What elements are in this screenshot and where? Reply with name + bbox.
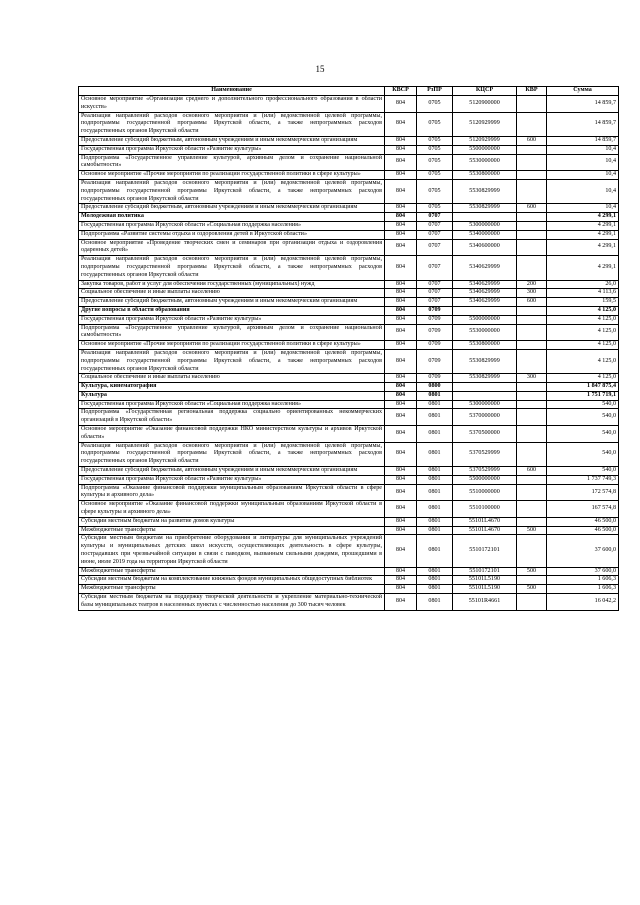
- cell-kvr: 300: [517, 289, 547, 298]
- cell-kcsr: [453, 383, 517, 392]
- cell-kvr: [517, 112, 547, 136]
- cell-sum: 1 737 749,3: [547, 475, 619, 484]
- cell-sum: 4 125,0: [547, 374, 619, 383]
- cell-kvsr: 804: [385, 171, 417, 180]
- table-row: [79, 467, 619, 476]
- table-row: [79, 298, 619, 307]
- cell-kvr: 600: [517, 298, 547, 307]
- cell-sum: 37 600,0: [547, 567, 619, 576]
- cell-kvr: [517, 221, 547, 230]
- table-row: [79, 349, 619, 373]
- cell-kcsr: 5530829999: [453, 179, 517, 203]
- table-row: [79, 306, 619, 315]
- cell-kvsr: 804: [385, 526, 417, 535]
- cell-name: Реализация направлений расходов основного мероприятия и (или) ведомственной целевой программы, подпрограммы государственной программы Иркутской области, а также непрограммных расходов государственных органов Иркутской области: [79, 256, 385, 280]
- table-row: [79, 400, 619, 409]
- cell-name: Предоставление субсидий бюджетным, автономным учреждениям и иным некоммерческим организациям: [79, 467, 385, 476]
- cell-kvsr: 804: [385, 256, 417, 280]
- table-row: [79, 484, 619, 501]
- cell-name: Реализация направлений расходов основного мероприятия и (или) ведомственной целевой программы, подпрограммы государственной программы Иркутской области, а также непрограммных расходов государственных органов Иркутской области: [79, 349, 385, 373]
- cell-kvr: 500: [517, 567, 547, 576]
- cell-kcsr: 5370500000: [453, 426, 517, 443]
- cell-kcsr: 5370529999: [453, 442, 517, 466]
- cell-kcsr: 5510000000: [453, 484, 517, 501]
- cell-kvr: [517, 315, 547, 324]
- cell-sum: 14 859,7: [547, 136, 619, 145]
- cell-sum: 16 042,2: [547, 594, 619, 611]
- cell-kcsr: 5510172101: [453, 535, 517, 567]
- table-row: [79, 409, 619, 426]
- cell-rzpr: 0705: [417, 112, 453, 136]
- table-row: [79, 374, 619, 383]
- cell-kcsr: 5120929999: [453, 136, 517, 145]
- cell-rzpr: 0705: [417, 171, 453, 180]
- cell-rzpr: 0801: [417, 409, 453, 426]
- cell-name: Подпрограмма «Развитие системы отдыха и оздоровления детей в Иркутской области»: [79, 230, 385, 239]
- cell-kvr: [517, 475, 547, 484]
- cell-kcsr: 5370529999: [453, 467, 517, 476]
- cell-kvr: 600: [517, 204, 547, 213]
- cell-rzpr: 0707: [417, 298, 453, 307]
- cell-sum: 4 125,0: [547, 349, 619, 373]
- table-row: [79, 475, 619, 484]
- cell-sum: 4 113,6: [547, 289, 619, 298]
- cell-sum: 1 606,3: [547, 585, 619, 594]
- cell-kvsr: 804: [385, 475, 417, 484]
- cell-sum: 540,0: [547, 400, 619, 409]
- table-row: [79, 594, 619, 611]
- column-header-kcsr: КЦСР: [453, 87, 517, 96]
- cell-sum: 46 500,0: [547, 526, 619, 535]
- cell-rzpr: 0707: [417, 280, 453, 289]
- table-row: [79, 567, 619, 576]
- cell-kvsr: 804: [385, 585, 417, 594]
- cell-kvr: [517, 426, 547, 443]
- cell-kcsr: 55101R4661: [453, 594, 517, 611]
- cell-rzpr: 0801: [417, 442, 453, 466]
- cell-name: Государственная программа Иркутской области «Развитие культуры»: [79, 475, 385, 484]
- cell-name: Государственная программа Иркутской области «Социальная поддержка населения»: [79, 221, 385, 230]
- cell-name: Государственная программа Иркутской области «Развитие культуры»: [79, 145, 385, 154]
- cell-rzpr: 0709: [417, 324, 453, 341]
- table-row: [79, 517, 619, 526]
- cell-kvr: [517, 324, 547, 341]
- cell-kvsr: 804: [385, 576, 417, 585]
- cell-name: Межбюджетные трансферты: [79, 567, 385, 576]
- table-row: [79, 383, 619, 392]
- cell-name: Предоставление субсидий бюджетным, автономным учреждениям и иным некоммерческим организациям: [79, 298, 385, 307]
- cell-kvr: [517, 154, 547, 171]
- cell-rzpr: 0705: [417, 179, 453, 203]
- cell-kcsr: 5530000000: [453, 154, 517, 171]
- cell-kcsr: [453, 306, 517, 315]
- cell-name: Государственная программа Иркутской области «Социальная поддержка населения»: [79, 400, 385, 409]
- column-header-rzpr: РзПР: [417, 87, 453, 96]
- cell-kcsr: 5530800000: [453, 341, 517, 350]
- cell-sum: 4 299,1: [547, 221, 619, 230]
- cell-kvsr: 804: [385, 315, 417, 324]
- cell-rzpr: 0801: [417, 400, 453, 409]
- cell-kvsr: 804: [385, 230, 417, 239]
- table-row: [79, 256, 619, 280]
- cell-rzpr: 0801: [417, 426, 453, 443]
- cell-kvsr: 804: [385, 567, 417, 576]
- cell-kcsr: 5340629999: [453, 298, 517, 307]
- cell-rzpr: 0801: [417, 585, 453, 594]
- table-row: [79, 204, 619, 213]
- cell-kcsr: 5530829999: [453, 349, 517, 373]
- cell-kcsr: 5530829999: [453, 204, 517, 213]
- cell-rzpr: 0800: [417, 383, 453, 392]
- cell-sum: 159,5: [547, 298, 619, 307]
- cell-rzpr: 0707: [417, 289, 453, 298]
- cell-sum: 4 125,0: [547, 324, 619, 341]
- cell-name: Субсидии местным бюджетам на поддержку творческой деятельности и укрепление материально-технической базы муниципальных театров в населенных пунктах с численностью населения до 300 тысяч человек: [79, 594, 385, 611]
- cell-kvr: [517, 535, 547, 567]
- column-header-kvr: КВР: [517, 87, 547, 96]
- cell-rzpr: 0709: [417, 374, 453, 383]
- table-row: [79, 239, 619, 256]
- cell-rzpr: 0705: [417, 154, 453, 171]
- cell-rzpr: 0707: [417, 213, 453, 222]
- cell-kvsr: 804: [385, 179, 417, 203]
- cell-kvr: [517, 213, 547, 222]
- cell-kvr: 600: [517, 136, 547, 145]
- table-row: [79, 391, 619, 400]
- cell-kcsr: 5300000000: [453, 400, 517, 409]
- cell-kvsr: 804: [385, 298, 417, 307]
- cell-name: Основное мероприятие «Оказание финансовой поддержки НКО министерством культуры и архивов Иркутской области»: [79, 426, 385, 443]
- cell-kcsr: 55101L5190: [453, 576, 517, 585]
- cell-kvsr: 804: [385, 239, 417, 256]
- cell-kcsr: 5120929999: [453, 112, 517, 136]
- cell-sum: 37 600,0: [547, 535, 619, 567]
- cell-sum: 1 847 875,4: [547, 383, 619, 392]
- cell-kvsr: 804: [385, 535, 417, 567]
- cell-kvsr: 804: [385, 112, 417, 136]
- cell-rzpr: 0801: [417, 535, 453, 567]
- cell-name: Социальное обеспечение и иные выплаты населению: [79, 289, 385, 298]
- cell-sum: 172 574,8: [547, 484, 619, 501]
- cell-kcsr: 55101L5190: [453, 585, 517, 594]
- cell-kvsr: 804: [385, 349, 417, 373]
- cell-kvr: [517, 442, 547, 466]
- cell-name: Подпрограмма «Государственное управление культурой, архивным делом и сохранение национальной самобытности»: [79, 154, 385, 171]
- table-row: [79, 315, 619, 324]
- cell-sum: 10,4: [547, 145, 619, 154]
- cell-kvsr: 804: [385, 204, 417, 213]
- cell-name: Закупка товаров, работ и услуг для обеспечения государственных (муниципальных) нужд: [79, 280, 385, 289]
- table-row: [79, 341, 619, 350]
- cell-kvr: [517, 501, 547, 518]
- cell-rzpr: 0801: [417, 475, 453, 484]
- cell-kcsr: 55101L4670: [453, 517, 517, 526]
- column-header-name: Наименование: [79, 87, 385, 96]
- cell-name: Основное мероприятие «Прочие мероприятия по реализации государственной политики в сфере культуры»: [79, 171, 385, 180]
- cell-kvsr: 804: [385, 442, 417, 466]
- cell-name: Основное мероприятие «Прочие мероприятия по реализации государственной политики в сфере культуры»: [79, 341, 385, 350]
- cell-rzpr: 0801: [417, 526, 453, 535]
- cell-kvsr: 804: [385, 400, 417, 409]
- cell-name: Культура: [79, 391, 385, 400]
- table-row: [79, 289, 619, 298]
- cell-rzpr: 0801: [417, 501, 453, 518]
- cell-rzpr: 0705: [417, 145, 453, 154]
- table-row: [79, 535, 619, 567]
- cell-name: Подпрограмма «Государственная региональная поддержка социально ориентированных некоммерческих организаций в Иркутской области»: [79, 409, 385, 426]
- cell-kvsr: 804: [385, 96, 417, 113]
- cell-kvr: [517, 517, 547, 526]
- cell-sum: 540,0: [547, 467, 619, 476]
- cell-kvr: [517, 96, 547, 113]
- cell-name: Субсидии местным бюджетам на комплектование книжных фондов муниципальных общедоступных библиотек: [79, 576, 385, 585]
- cell-kvsr: 804: [385, 341, 417, 350]
- cell-kvsr: 804: [385, 324, 417, 341]
- cell-kvr: [517, 256, 547, 280]
- cell-kvsr: 804: [385, 467, 417, 476]
- cell-rzpr: 0707: [417, 256, 453, 280]
- cell-name: Основное мероприятие «Организация среднего и дополнительного профессионального образования в области искусств»: [79, 96, 385, 113]
- table-row: [79, 154, 619, 171]
- cell-sum: 4 125,0: [547, 315, 619, 324]
- cell-kvr: [517, 383, 547, 392]
- cell-kvsr: 804: [385, 409, 417, 426]
- cell-kvr: [517, 171, 547, 180]
- cell-name: Субсидии местным бюджетам на развитие домов культуры: [79, 517, 385, 526]
- cell-kcsr: 5510100000: [453, 501, 517, 518]
- budget-table: [78, 86, 619, 611]
- cell-name: Реализация направлений расходов основного мероприятия и (или) ведомственной целевой программы, подпрограммы государственной программы Иркутской области, а также непрограммных расходов государственных органов Иркутской области: [79, 179, 385, 203]
- cell-name: Межбюджетные трансферты: [79, 526, 385, 535]
- table-row: [79, 324, 619, 341]
- table-row: [79, 179, 619, 203]
- cell-kvsr: 804: [385, 374, 417, 383]
- cell-sum: 540,0: [547, 426, 619, 443]
- cell-kcsr: 5340000000: [453, 230, 517, 239]
- cell-kvsr: 804: [385, 213, 417, 222]
- cell-sum: 540,0: [547, 442, 619, 466]
- table-row: [79, 145, 619, 154]
- table-row: [79, 171, 619, 180]
- cell-rzpr: 0707: [417, 230, 453, 239]
- cell-rzpr: 0705: [417, 96, 453, 113]
- table-row: [79, 112, 619, 136]
- cell-kvsr: 804: [385, 221, 417, 230]
- cell-sum: 14 859,7: [547, 112, 619, 136]
- cell-rzpr: 0707: [417, 239, 453, 256]
- cell-sum: 46 500,0: [547, 517, 619, 526]
- cell-kvr: [517, 391, 547, 400]
- cell-name: Реализация направлений расходов основного мероприятия и (или) ведомственной целевой программы, подпрограммы государственной программы Иркутской области, а также непрограммных расходов государственных органов Иркутской области: [79, 112, 385, 136]
- cell-kcsr: 5370000000: [453, 409, 517, 426]
- cell-kvsr: 804: [385, 426, 417, 443]
- cell-rzpr: 0801: [417, 467, 453, 476]
- cell-kvr: 500: [517, 585, 547, 594]
- cell-kvr: 300: [517, 374, 547, 383]
- cell-kvr: 600: [517, 467, 547, 476]
- cell-sum: 1 606,3: [547, 576, 619, 585]
- cell-sum: 167 574,8: [547, 501, 619, 518]
- cell-kvr: [517, 306, 547, 315]
- cell-kcsr: 5530829999: [453, 374, 517, 383]
- page-number: 15: [315, 64, 325, 74]
- cell-name: Подпрограмма «Государственное управление культурой, архивным делом и сохранение национальной самобытности»: [79, 324, 385, 341]
- cell-sum: 4 299,1: [547, 230, 619, 239]
- cell-name: Культура, кинематография: [79, 383, 385, 392]
- table-header-row: [79, 87, 619, 96]
- cell-kvr: [517, 400, 547, 409]
- cell-kvr: [517, 484, 547, 501]
- cell-kcsr: 5340600000: [453, 239, 517, 256]
- cell-kvr: [517, 341, 547, 350]
- cell-sum: 4 299,1: [547, 239, 619, 256]
- cell-rzpr: 0709: [417, 306, 453, 315]
- cell-kcsr: 5340629999: [453, 256, 517, 280]
- cell-kvsr: 804: [385, 594, 417, 611]
- cell-kcsr: 55101L4670: [453, 526, 517, 535]
- table-row: [79, 280, 619, 289]
- cell-name: Субсидии местным бюджетам на приобретение оборудования и литературы для муниципальных учреждений культуры и муниципальных детских школ искусств, осуществляющих деятельность в сфере культуры, пострадавших при чрезвычайной ситуации в связи с паводком, вызванным сильными дождями, прошедшими в июне, июле 2019 года на территории Иркутской области: [79, 535, 385, 567]
- cell-kcsr: 5500000000: [453, 475, 517, 484]
- cell-kcsr: 5530000000: [453, 324, 517, 341]
- cell-sum: 1 751 719,1: [547, 391, 619, 400]
- table-row: [79, 221, 619, 230]
- cell-sum: 10,4: [547, 179, 619, 203]
- table-row: [79, 576, 619, 585]
- cell-kcsr: 5530800000: [453, 171, 517, 180]
- cell-kcsr: 5340629999: [453, 289, 517, 298]
- cell-kvsr: 804: [385, 306, 417, 315]
- cell-kvsr: 804: [385, 154, 417, 171]
- cell-kcsr: [453, 391, 517, 400]
- cell-kvsr: 804: [385, 280, 417, 289]
- table-row: [79, 526, 619, 535]
- cell-sum: 4 125,0: [547, 306, 619, 315]
- cell-rzpr: 0707: [417, 221, 453, 230]
- cell-sum: 4 299,1: [547, 256, 619, 280]
- cell-kvr: [517, 349, 547, 373]
- cell-kvr: [517, 409, 547, 426]
- cell-sum: 14 859,7: [547, 96, 619, 113]
- cell-kvr: [517, 576, 547, 585]
- cell-rzpr: 0801: [417, 517, 453, 526]
- cell-rzpr: 0705: [417, 136, 453, 145]
- column-header-kvsr: КВСР: [385, 87, 417, 96]
- cell-kcsr: 5500000000: [453, 315, 517, 324]
- cell-name: Основное мероприятие «Оказание финансовой поддержки муниципальным образованиям Иркутской области в сфере культуры и архивного дела»: [79, 501, 385, 518]
- cell-name: Молодежная политика: [79, 213, 385, 222]
- cell-name: Другие вопросы в области образования: [79, 306, 385, 315]
- cell-sum: 10,4: [547, 171, 619, 180]
- cell-kvsr: 804: [385, 145, 417, 154]
- cell-kvsr: 804: [385, 289, 417, 298]
- cell-kvsr: 804: [385, 383, 417, 392]
- cell-rzpr: 0705: [417, 204, 453, 213]
- table-body: [79, 96, 619, 611]
- cell-rzpr: 0801: [417, 567, 453, 576]
- table-row: [79, 585, 619, 594]
- cell-rzpr: 0801: [417, 391, 453, 400]
- table-row: [79, 136, 619, 145]
- cell-kvr: [517, 239, 547, 256]
- cell-rzpr: 0709: [417, 315, 453, 324]
- cell-kcsr: 5500000000: [453, 145, 517, 154]
- cell-name: Государственная программа Иркутской области «Развитие культуры»: [79, 315, 385, 324]
- cell-name: Социальное обеспечение и иные выплаты населению: [79, 374, 385, 383]
- cell-name: Предоставление субсидий бюджетным, автономным учреждениям и иным некоммерческим организациям: [79, 204, 385, 213]
- cell-rzpr: 0709: [417, 341, 453, 350]
- table-row: [79, 230, 619, 239]
- cell-name: Подпрограмма «Оказание финансовой поддержки муниципальным образованиям Иркутской области в сфере культуры и архивного дела»: [79, 484, 385, 501]
- cell-rzpr: 0801: [417, 576, 453, 585]
- cell-rzpr: 0801: [417, 594, 453, 611]
- table-row: [79, 96, 619, 113]
- cell-name: Межбюджетные трансферты: [79, 585, 385, 594]
- cell-kcsr: 5340629999: [453, 280, 517, 289]
- cell-kvsr: 804: [385, 517, 417, 526]
- cell-kvr: [517, 594, 547, 611]
- cell-kvsr: 804: [385, 391, 417, 400]
- cell-name: Реализация направлений расходов основного мероприятия и (или) ведомственной целевой программы, подпрограммы государственной программы Иркутской области, а также непрограммных расходов государственных органов Иркутской области: [79, 442, 385, 466]
- cell-sum: 540,0: [547, 409, 619, 426]
- cell-sum: 26,0: [547, 280, 619, 289]
- cell-name: Предоставление субсидий бюджетным, автономным учреждениям и иным некоммерческим организациям: [79, 136, 385, 145]
- cell-kvsr: 804: [385, 484, 417, 501]
- cell-kvr: [517, 179, 547, 203]
- cell-name: Основное мероприятие «Проведение творческих смен и семинаров при организации отдыха и оздоровления одаренных детей»: [79, 239, 385, 256]
- cell-kcsr: 5120900000: [453, 96, 517, 113]
- table-row: [79, 501, 619, 518]
- cell-sum: 10,4: [547, 154, 619, 171]
- cell-rzpr: 0801: [417, 484, 453, 501]
- cell-kcsr: 5300000000: [453, 221, 517, 230]
- table-row: [79, 426, 619, 443]
- cell-kvr: [517, 230, 547, 239]
- cell-kvsr: 804: [385, 501, 417, 518]
- cell-sum: 4 125,0: [547, 341, 619, 350]
- cell-sum: 4 299,1: [547, 213, 619, 222]
- cell-kvr: 200: [517, 280, 547, 289]
- table-row: [79, 442, 619, 466]
- column-header-sum: Сумма: [547, 87, 619, 96]
- cell-rzpr: 0709: [417, 349, 453, 373]
- table-row: [79, 213, 619, 222]
- cell-kcsr: 5510172101: [453, 567, 517, 576]
- cell-sum: 10,4: [547, 204, 619, 213]
- cell-kvr: [517, 145, 547, 154]
- cell-kvr: 500: [517, 526, 547, 535]
- cell-kvsr: 804: [385, 136, 417, 145]
- cell-kcsr: [453, 213, 517, 222]
